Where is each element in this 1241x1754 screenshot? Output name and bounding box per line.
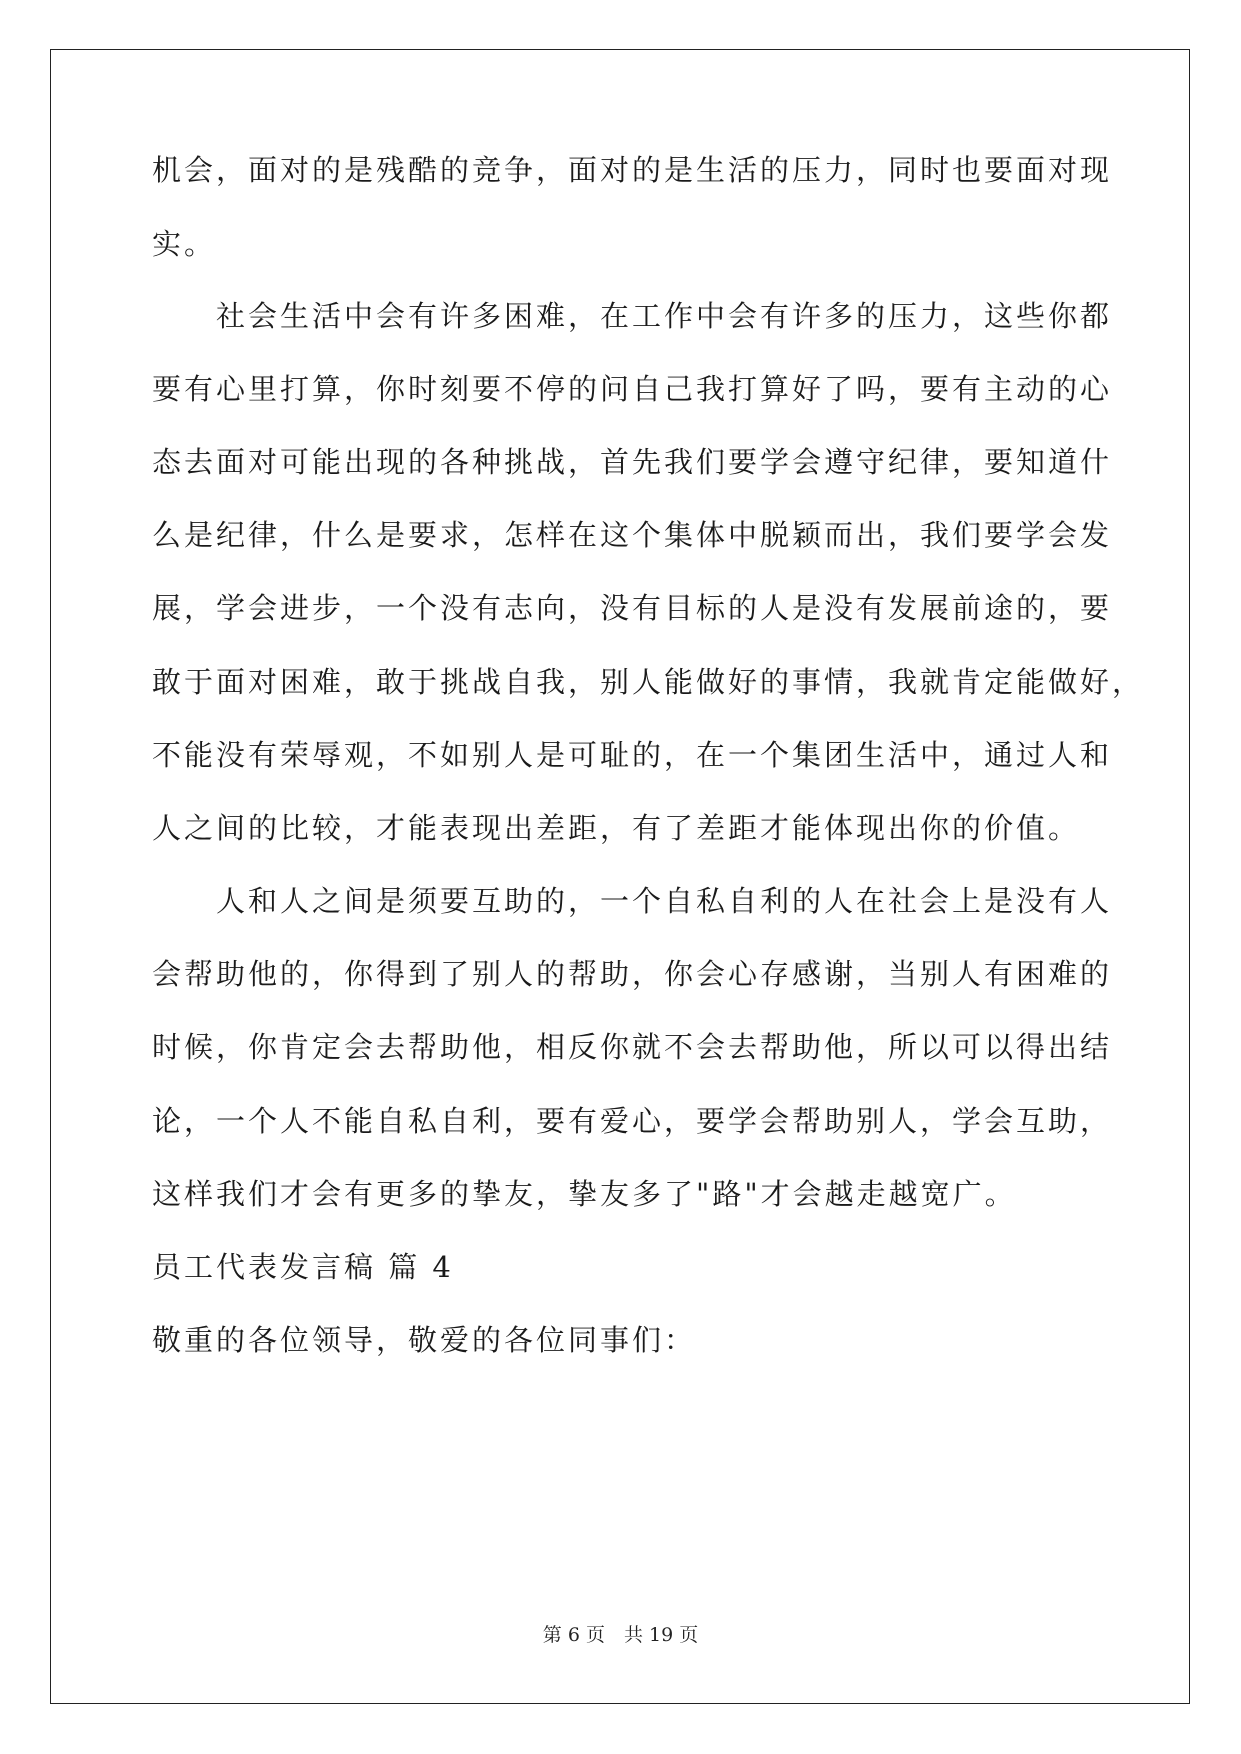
text-line: 实。 [152,227,217,261]
text-line: 社会生活中会有许多困难，在工作中会有许多的压力，这些你都 [152,299,1113,333]
text-line: 要有心里打算，你时刻要不停的问自己我打算好了吗，要有主动的心 [152,372,1113,406]
text-line: 人之间的比较，才能表现出差距，有了差距才能体现出你的价值。 [152,811,1081,845]
section-heading: 员工代表发言稿 篇 4 [152,1250,454,1284]
text-line: 不能没有荣辱观，不如别人是可耻的，在一个集团生活中，通过人和 [152,738,1113,772]
page-number: 第 6 页 共 19 页 [542,1624,699,1646]
salutation: 敬重的各位领导，敬爱的各位同事们： [152,1323,697,1357]
text-line: 态去面对可能出现的各种挑战，首先我们要学会遵守纪律，要知道什 [152,445,1113,479]
text-line: 敢于面对困难，敢于挑战自我，别人能做好的事情，我就肯定能做好， [152,665,1145,699]
text-line: 这样我们才会有更多的挚友，挚友多了"路"才会越走越宽广。 [152,1177,1017,1211]
text-line: 展，学会进步，一个没有志向，没有目标的人是没有发展前途的，要 [152,591,1113,625]
text-line: 时候，你肯定会去帮助他，相反你就不会去帮助他，所以可以得出结 [152,1030,1113,1064]
text-line: 人和人之间是须要互助的，一个自私自利的人在社会上是没有人 [152,884,1113,918]
text-line: 机会，面对的是残酷的竞争，面对的是生活的压力，同时也要面对现 [152,153,1113,187]
text-line: 么是纪律，什么是要求，怎样在这个集体中脱颖而出，我们要学会发 [152,518,1113,552]
text-line: 论，一个人不能自私自利，要有爱心，要学会帮助别人，学会互助， [152,1104,1113,1138]
text-line: 会帮助他的，你得到了别人的帮助，你会心存感谢，当别人有困难的 [152,957,1113,991]
